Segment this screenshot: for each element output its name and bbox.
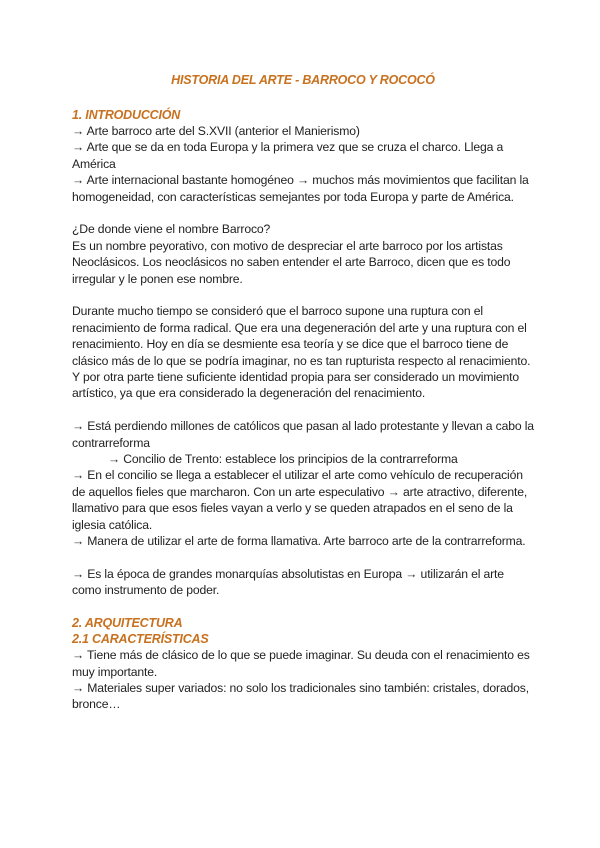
spacer [72,287,534,303]
document-page [72,72,534,713]
spacer [72,550,534,566]
answer-paragraph: Es un nombre peyorativo, con motivo de despreciar el arte barroco por los artistas Neoclásicos. Los neoclásicos no saben entender el arte Barroco, dicen que es todo irregular y le ponen ese nombre. [72,238,511,286]
body-paragraph: Durante mucho tiempo se consideró que el barroco supone una ruptura con el renacimiento de forma radical. Que era una degeneración del arte y una ruptura con el renacimiento. Hoy en día se desmiente esa teoría y se dice que el barroco tiene de clásico más de lo que se podría imaginar, no es tan rupturista respecto al renacimiento. Y por otra parte tiene suficiente identidad propia para ser considerado un movimiento artístico, ya que era considerado la degeneración del renacimiento. [72,304,531,401]
question-text: ¿De donde viene el nombre Barroco? [72,222,271,237]
section-heading-arquitectura: 2. ARQUITECTURA [72,616,183,631]
intro-bullet: → Arte barroco arte del S.XVII (anterior el Manierismo) [72,124,360,138]
arquitectura-bullet: → Materiales super variados: no solo los tradicionales sino también: cristales, dorados, bronce… [72,680,529,712]
document-title: HISTORIA DEL ARTE - BARROCO Y ROCOCÓ [171,73,435,87]
contrarreforma-point: → En el concilio se llega a establecer el utilizar el arte como vehículo de recuperación de aquellos fieles que marcharon. Con un arte especulativo → arte atractivo, diferente, llamativo para que esos fieles vayan a verlo y se queden atrapados en el seno de la iglesia católica. [72,468,528,532]
contrarreforma-point: → Está perdiendo millones de católicos que pasan al lado protestante y llevan a cabo la contrarreforma [72,419,534,450]
monarquias-point: → Es la época de grandes monarquías absolutistas en Europa → utilizarán el arte como instrumento de poder. [72,566,504,598]
concilio-point: → Concilio de Trento: establece los principios de la contrarreforma [108,452,458,467]
contrarreforma-point: → Manera de utilizar el arte de forma llamativa. Arte barroco arte de la contrarreforma. [72,534,526,549]
intro-bullet: → Arte que se da en toda Europa y la primera vez que se cruza el charco. Llega a América [72,140,504,171]
arquitectura-bullet: → Tiene más de clásico de lo que se puede imaginar. Su deuda con el renacimiento es muy importante. [72,648,530,679]
subsection-heading-caracteristicas: 2.1 CARACTERÍSTICAS [72,632,209,647]
spacer [72,402,534,418]
spacer [72,599,534,615]
section-heading-introduccion: 1. INTRODUCCIÓN [72,108,181,122]
intro-bullet: → Arte internacional bastante homogéneo → muchos más movimientos que facilitan la homogeneidad, con características semejantes por toda Europa y parte de América. [72,173,529,204]
spacer [72,205,534,221]
